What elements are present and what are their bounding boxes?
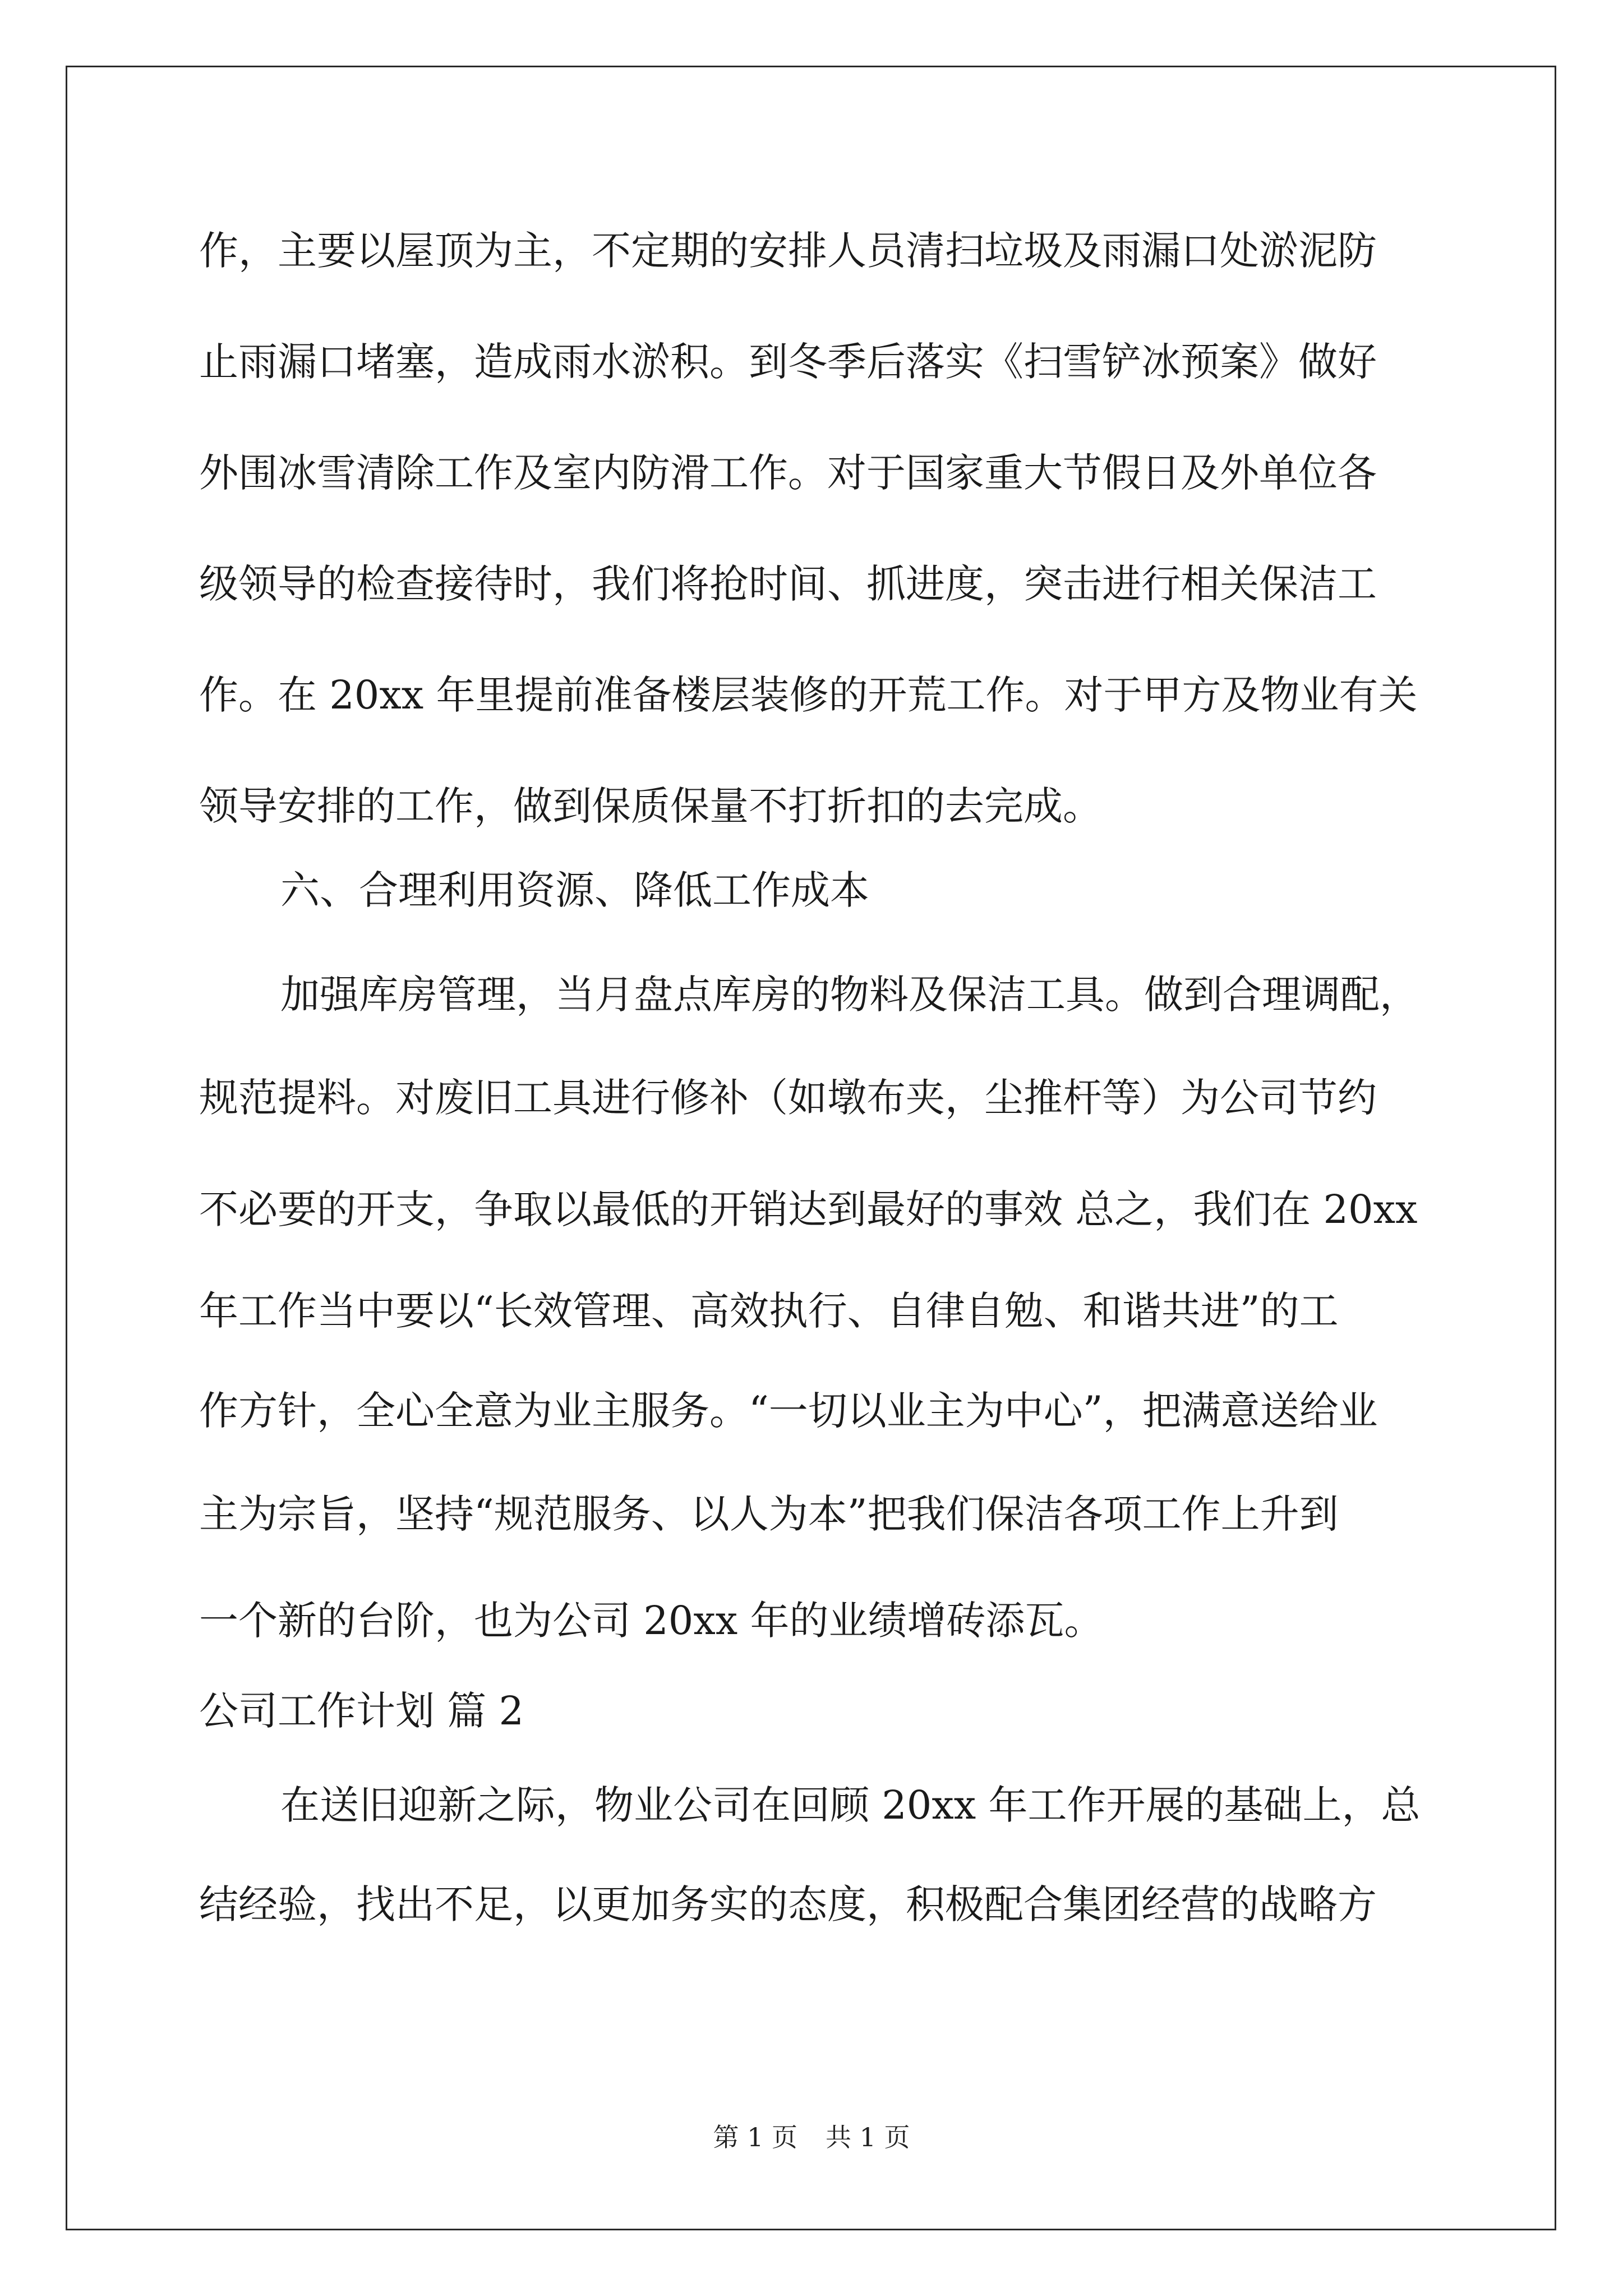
body-text-line: 外围冰雪清除工作及室内防滑工作。对于国家重大节假日及外单位各 xyxy=(199,450,1377,496)
body-text-line: 规范提料。对废旧工具进行修补（如墩布夹，尘推杆等）为公司节约 xyxy=(199,1075,1377,1121)
body-text-line: 不必要的开支，争取以最低的开销达到最好的事效 总之，我们在 20xx xyxy=(199,1186,1418,1232)
body-text-line: 结经验，找出不足，以更加务实的态度，积极配合集团经营的战略方 xyxy=(199,1881,1377,1927)
body-text-line: 在送旧迎新之际，物业公司在回顾 20xx 年工作开展的基础上，总 xyxy=(280,1782,1421,1828)
body-text-line: 加强库房管理，当月盘点库房的物料及保洁工具。做到合理调配， xyxy=(280,972,1419,1018)
page-number-total: 共 1 页 xyxy=(826,2122,910,2152)
section-heading: 六、合理利用资源、降低工作成本 xyxy=(280,867,869,913)
article-heading: 公司工作计划 篇 2 xyxy=(199,1688,524,1734)
body-text-line: 主为宗旨，坚持“规范服务、以人为本”把我们保洁各项工作上升到 xyxy=(199,1491,1339,1537)
body-text-line: 领导安排的工作，做到保质保量不打折扣的去完成。 xyxy=(199,783,1102,829)
body-text-line: 作方针，全心全意为业主服务。“一切以业主为中心”，把满意送给业 xyxy=(199,1388,1378,1434)
body-text-line: 级领导的检查接待时，我们将抢时间、抓进度，突击进行相关保洁工 xyxy=(199,561,1377,607)
body-text-line: 止雨漏口堵塞，造成雨水淤积。到冬季后落实《扫雪铲冰预案》做好 xyxy=(199,339,1377,385)
page-number-current: 第 1 页 xyxy=(713,2122,797,2152)
page-footer xyxy=(0,2120,1623,2154)
body-text-line: 一个新的台阶，也为公司 20xx 年的业绩增砖添瓦。 xyxy=(199,1598,1104,1644)
body-text-line: 作，主要以屋顶为主，不定期的安排人员清扫垃圾及雨漏口处淤泥防 xyxy=(199,228,1377,274)
body-text-line: 年工作当中要以“长效管理、高效执行、自律自勉、和谐共进”的工 xyxy=(199,1288,1339,1334)
body-text-line: 作。在 20xx 年里提前准备楼层装修的开荒工作。对于甲方及物业有关 xyxy=(199,672,1418,718)
